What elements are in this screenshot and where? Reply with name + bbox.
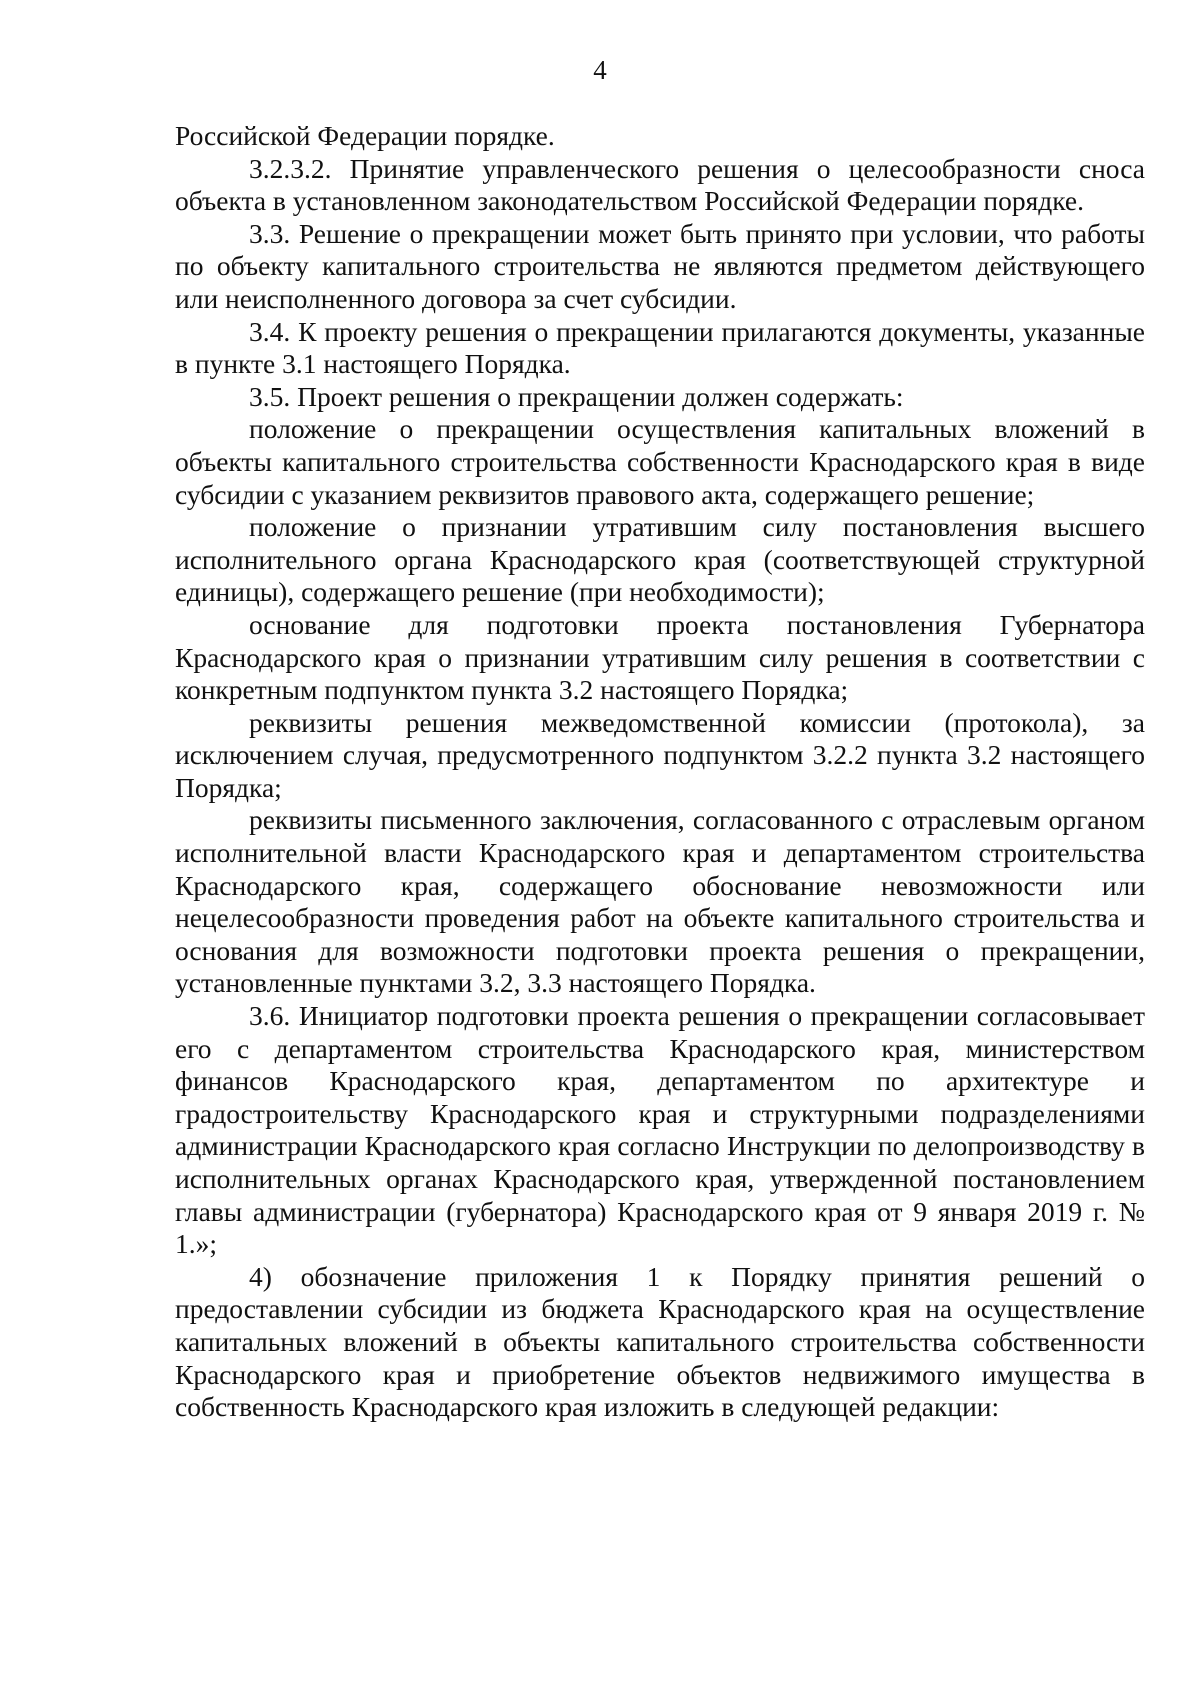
paragraph-3-4: 3.4. К проекту решения о прекращении прилагаются документы, указанные в пункте 3.1 настоящего Порядка. [175,315,1145,380]
paragraph-3-5: 3.5. Проект решения о прекращении должен содержать: [249,380,904,412]
page-number: 4 [593,55,607,85]
paragraph-3-5-item-4: реквизиты решения межведомственной комиссии (протокола), за исключением случая, предусмотренного подпунктом 3.2.2 пункта 3.2 настоящего Порядка; [175,706,1145,803]
paragraph-3-5-item-3: основание для подготовки проекта постановления Губернатора Краснодарского края о признании утратившим силу решения в соответствии с конкретным подпунктом пункта 3.2 настоящего Порядка; [175,608,1145,706]
paragraph-3-5-item-1: положение о прекращении осуществления капитальных вложений в объекты капитального строительства собственности Краснодарского края в виде субсидии с указанием реквизитов правового акта, содержащего решение; [175,413,1145,510]
paragraph-3-6: 3.6. Инициатор подготовки проекта решения о прекращении согласовывает его с департаментом строительства Краснодарского края, министерством финансов Краснодарского края, департаментом по архитектуре и градостроительству Краснодарского края и структурными подразделениями администрации Краснодарского края согласно Инструкции по делопроизводству в исполнительных органах Краснодарского края, утвержденной постановлением главы администрации (губернатора) Краснодарского края от 9 января 2019 г. № 1.»; [175,1000,1145,1260]
paragraph-3-3: 3.3. Решение о прекращении может быть принято при условии, что работы по объекту капитального строительства не являются предметом действующего или неисполненного договора за счет субсидии. [175,217,1145,314]
document-body [175,120,1145,1424]
paragraph-item-4: 4) обозначение приложения 1 к Порядку принятия решений о предоставлении субсидии из бюджета Краснодарского края на осуществление капитальных вложений в объекты капитального строительства собственности Краснодарского края и приобретение объектов недвижимого имущества в собственность Краснодарского края изложить в следующей редакции: [175,1260,1145,1423]
paragraph-3-5-item-5: реквизиты письменного заключения, согласованного с отраслевым органом исполнительной власти Краснодарского края и департаментом строительства Краснодарского края, содержащего обоснование невозможности или нецелесообразности проведения работ на объекте капитального строительства и основания для возможности подготовки проекта решения о прекращении, установленные пунктами 3.2, 3.3 настоящего Порядка. [175,804,1145,999]
paragraph-3-2-3-2: 3.2.3.2. Принятие управленческого решения о целесообразности сноса объекта в установленном законодательством Российской Федерации порядке. [175,152,1145,217]
paragraph-3-5-item-2: положение о признании утратившим силу постановления высшего исполнительного органа Краснодарского края (соответствующей структурной единицы), содержащего решение (при необходимости); [175,511,1145,608]
paragraph-continuation: Российской Федерации порядке. [175,120,555,151]
